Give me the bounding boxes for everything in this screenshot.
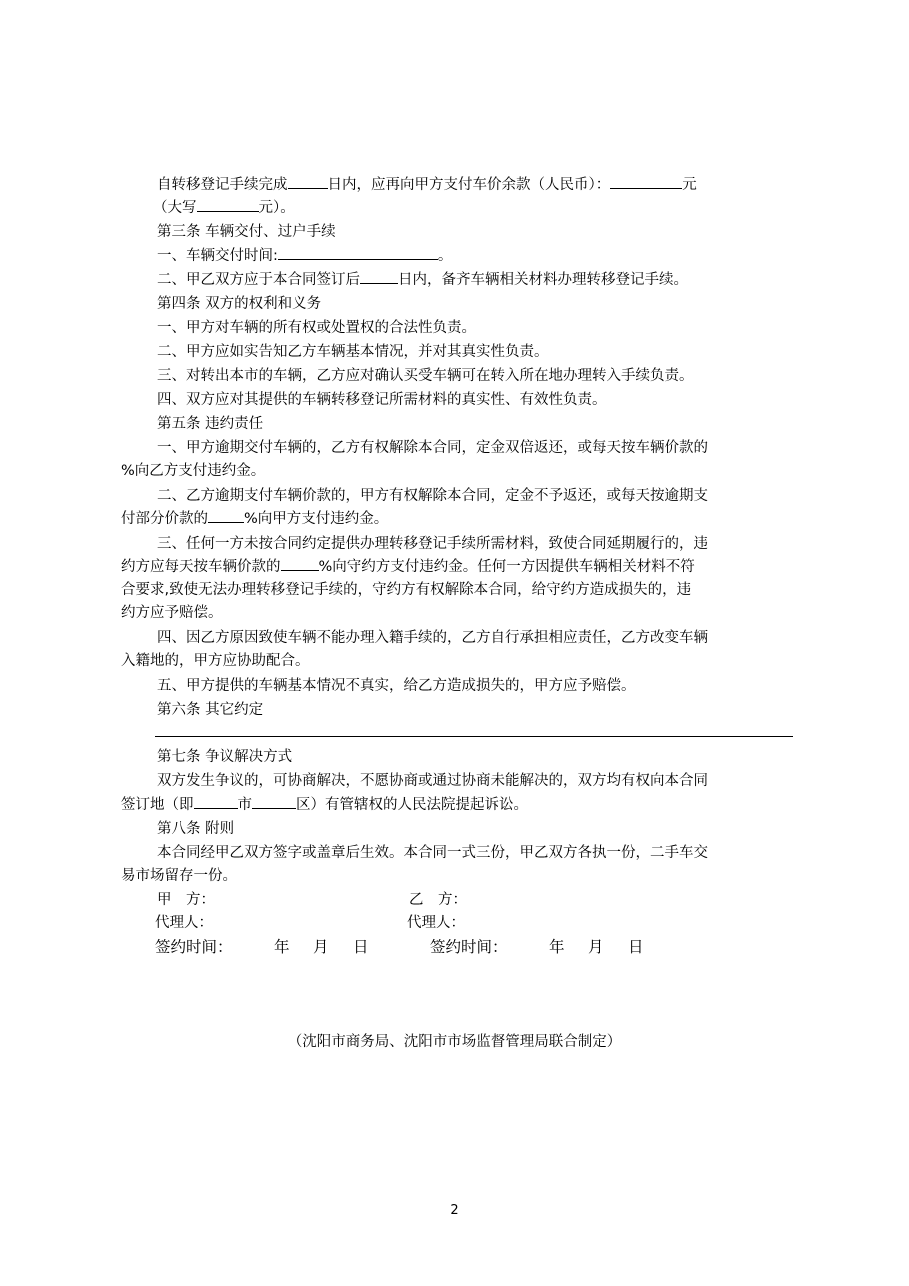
article-6-heading: 第六条 其它约定 [157,702,264,718]
article-5-item-1b: %向乙方支付违约金。 [121,463,266,479]
text: 约方应每天按车辆价款的 [121,559,281,575]
blank-district [252,794,296,809]
article-3-heading: 第三条 车辆交付、过户手续 [157,224,336,240]
sign-year-a: 年 [274,938,290,956]
article-5-item-2a: 二、乙方逾期支付车辆价款的，甲方有权解除本合同，定金不予返还，或每天按逾期支 [157,488,708,504]
sign-day-b: 日 [628,938,644,956]
article-5-item-2b [121,508,388,530]
other-terms-line [155,736,793,737]
text: 自转移登记手续完成 [157,177,288,193]
text: 日内，应再向甲方支付车价余款（人民币）： [327,177,611,193]
article-5-item-3a: 三、任何一方未按合同约定提供办理转移登记手续所需材料，致使合同延期履行的，违 [157,536,708,552]
page-number: 2 [450,1203,459,1218]
blank-city [194,794,238,809]
article-5-heading: 第五条 违约责任 [157,416,264,432]
text: 签订地（即 [121,797,194,813]
article-5-item-1a: 一、甲方逾期交付车辆的，乙方有权解除本合同，定金双倍返还，或每天按车辆价款的 [157,440,708,456]
sign-year-b: 年 [549,938,565,956]
payment-clause-line-2 [153,197,295,219]
article-5-item-3c: 合要求,致使无法办理转移登记手续的，守约方有权解除本合同，给守约方造成损失的，违 [121,582,692,598]
party-a-label: 甲 方： [157,892,215,908]
article-5-item-5: 五、甲方提供的车辆基本情况不真实，给乙方造成损失的，甲方应予赔偿。 [157,678,636,694]
payment-clause-line [157,174,697,196]
text: %向守约方支付违约金。任何一方因提供车辆相关材料不符 [318,559,695,575]
text: 付部分价款的 [121,511,208,527]
blank-amount [610,174,682,189]
text: 日内，备齐车辆相关材料办理转移登记手续。 [398,272,688,288]
article-4-item-1: 一、甲方对车辆的所有权或处置权的合法性负责。 [157,320,476,336]
text: 元）。 [258,200,295,216]
article-4-heading: 第四条 双方的权利和义务 [157,296,322,312]
article-8-text-a: 本合同经甲乙双方签字或盖章后生效。本合同一式三份，甲乙双方各执一份，二手车交 [157,845,708,861]
article-3-item-1 [157,245,452,267]
text: 一、车辆交付时间: [157,248,278,264]
text: 市 [237,797,252,813]
article-7-text-a: 双方发生争议的，可协商解决，不愿协商或通过协商未能解决的，双方均有权向本合同 [157,773,708,789]
article-7-heading: 第七条 争议解决方式 [157,749,293,765]
sign-month-b: 月 [588,938,604,956]
text: 元 [682,177,697,193]
article-8-heading: 第八条 附则 [157,821,235,837]
text: 。 [437,248,453,264]
article-5-item-3b [121,556,695,578]
blank-amount-words [197,197,259,212]
party-b-label: 乙 方： [409,892,467,908]
article-5-item-4a: 四、因乙方原因致使车辆不能办理入籍手续的，乙方自行承担相应责任，乙方改变车辆 [157,630,708,646]
blank-percent [208,508,244,523]
issuer-footer: （沈阳市商务局、沈阳市市场监督管理局联合制定） [287,1034,622,1050]
agent-b-label: 代理人： [407,915,465,931]
sign-date-a-label: 签约时间： [155,938,233,956]
sign-month-a: 月 [313,938,329,956]
sign-day-a: 日 [353,938,369,956]
sign-date-b-label: 签约时间： [430,938,508,956]
article-7-text-b [121,794,528,816]
article-4-item-4: 四、双方应对其提供的车辆转移登记所需材料的真实性、有效性负责。 [157,392,607,408]
text: %向甲方支付违约金。 [244,511,389,527]
article-5-item-4b: 入籍地的，甲方应协助配合。 [121,653,310,669]
blank-percent [281,556,319,571]
article-3-item-2 [157,269,688,291]
text: （大写 [153,200,197,216]
article-8-text-b: 易市场留存一份。 [121,868,237,884]
agent-a-label: 代理人： [155,915,213,931]
blank-days [288,174,328,189]
article-4-item-2: 二、甲方应如实告知乙方车辆基本情况，并对其真实性负责。 [157,344,549,360]
text: 二、甲乙双方应于本合同签订后 [157,272,360,288]
article-5-item-3d: 约方应予赔偿。 [121,605,223,621]
text: 区）有管辖权的人民法院提起诉讼。 [296,797,528,813]
article-4-item-3: 三、对转出本市的车辆，乙方应对确认买受车辆可在转入所在地办理转入手续负责。 [157,368,694,384]
blank-delivery-time [278,245,438,260]
blank-days [360,269,398,284]
